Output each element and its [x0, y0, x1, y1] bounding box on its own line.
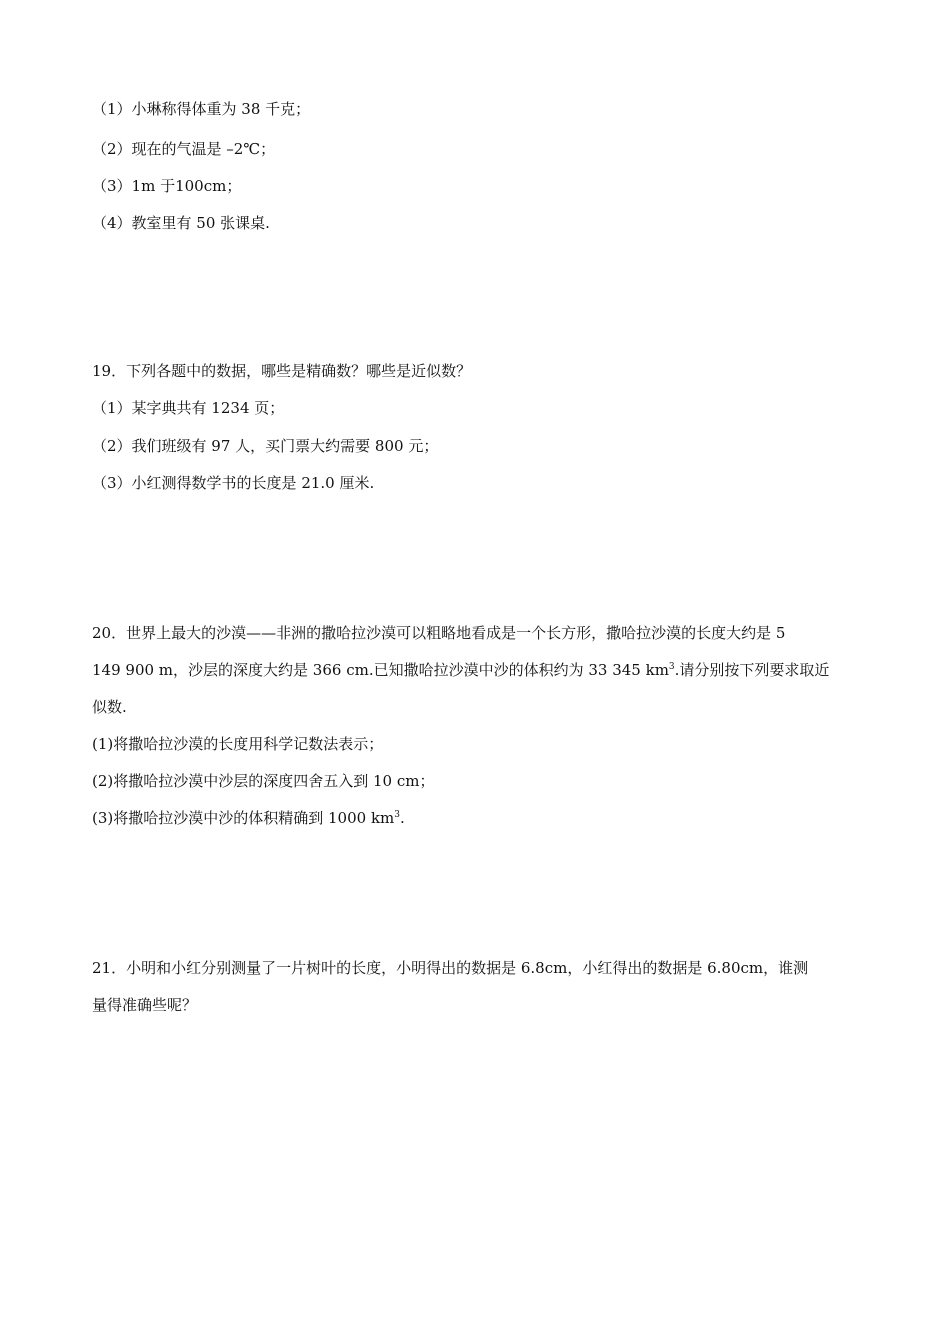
q18-item-1: （1）小琳称得体重为 38 千克；: [92, 100, 311, 118]
q18-item-4: （4）教室里有 50 张课桌.: [92, 214, 270, 232]
q19-item-3: （3）小红测得数学书的长度是 21.0 厘米.: [92, 474, 375, 492]
q20-item-3-superscript: 3: [394, 810, 401, 820]
q20-item-2: (2)将撒哈拉沙漠中沙层的深度四舍五入到 10 cm；: [92, 772, 435, 790]
q20-stem-line-2: [92, 660, 862, 680]
q19-stem: 19．下列各题中的数据，哪些是精确数？哪些是近似数？: [92, 362, 472, 380]
q20-item-3-text: (3)将撒哈拉沙漠中沙的体积精确到 1000 km: [92, 809, 395, 827]
q20-stem-line-1: 20．世界上最大的沙漠——非洲的撒哈拉沙漠可以粗略地看成是一个长方形，撒哈拉沙漠的长度大约是 5: [92, 624, 786, 642]
q21-stem-line-2: 量得准确些呢？: [92, 996, 198, 1014]
q18-item-2: （2）现在的气温是 –2℃；: [92, 140, 276, 158]
q20-item-3: [92, 808, 862, 828]
q20-item-1: (1)将撒哈拉沙漠的长度用科学记数法表示；: [92, 735, 384, 753]
q19-item-2: （2）我们班级有 97 人，买门票大约需要 800 元；: [92, 437, 439, 455]
q18-item-3: （3）1m 于100cm；: [92, 177, 242, 195]
q20-stem-line-2-text: 149 900 m，沙层的深度大约是 366 cm.已知撒哈拉沙漠中沙的体积约为 33 345 km: [92, 661, 669, 679]
q20-stem-line-3: 似数.: [92, 698, 127, 716]
q19-item-1: （1）某字典共有 1234 页；: [92, 399, 285, 417]
q20-stem-superscript: 3: [668, 662, 675, 672]
q20-item-3-end: .: [400, 809, 405, 827]
q21-stem-line-1: 21．小明和小红分别测量了一片树叶的长度，小明得出的数据是 6.8cm，小红得出的数据是 6.80cm，谁测: [92, 959, 809, 977]
q20-stem-line-2-tail: .请分别按下列要求取近: [674, 661, 830, 679]
